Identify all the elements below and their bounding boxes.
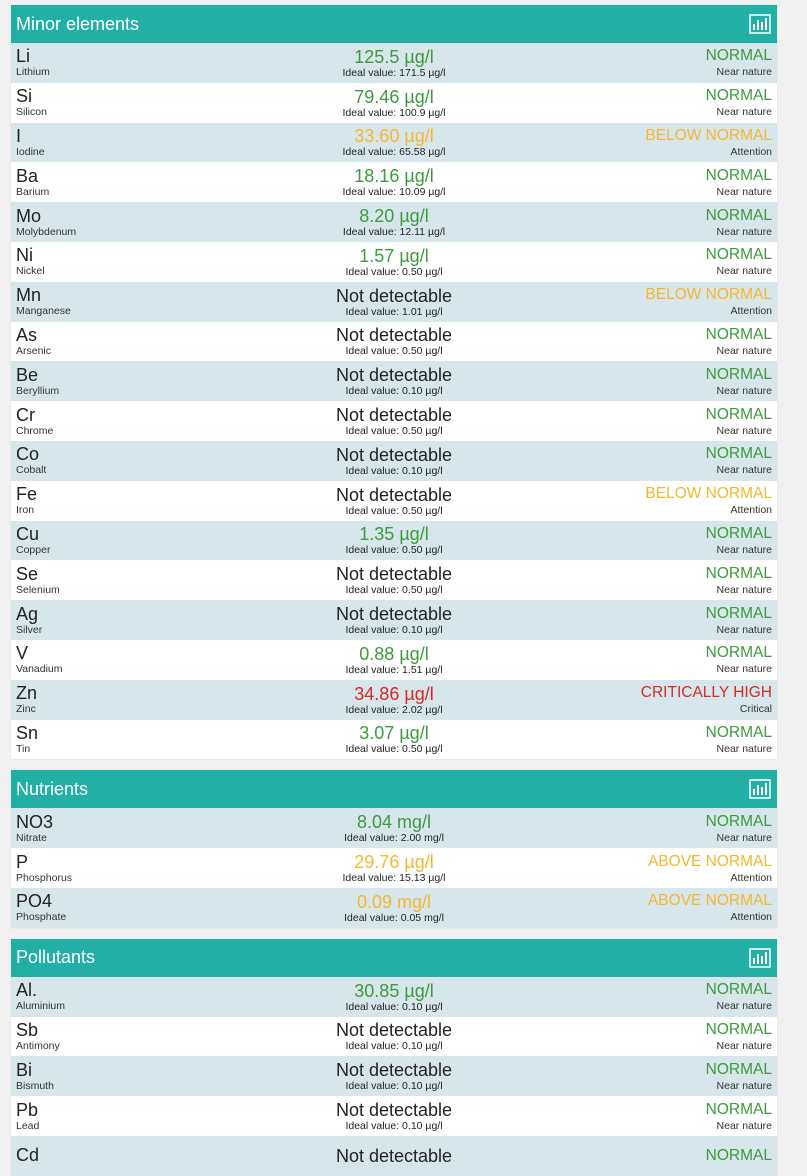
ideal-value: Ideal value: 0.10 µg/l [345, 1040, 443, 1053]
status-note: Attention [730, 145, 772, 158]
measured-value: Not detectable [335, 444, 453, 465]
table-row [11, 600, 777, 640]
element-name: Copper [16, 543, 51, 556]
status-label: NORMAL [705, 47, 772, 65]
element-name: Silicon [16, 106, 47, 119]
status-label: NORMAL [705, 564, 772, 582]
status-note: Near nature [716, 1039, 772, 1052]
element-symbol: V [16, 643, 29, 664]
ideal-value: Ideal value: 0.10 µg/l [345, 385, 443, 398]
status-label: ABOVE NORMAL [647, 892, 772, 910]
ideal-value: Ideal value: 2.00 mg/l [344, 832, 444, 845]
status-note: Near nature [716, 583, 772, 596]
table-row [11, 1056, 777, 1096]
element-name: Silver [16, 623, 43, 636]
table-row [11, 441, 777, 481]
status-note: Near nature [716, 66, 772, 79]
measured-value: 1.35 µg/l [359, 524, 429, 545]
table-row [11, 202, 777, 242]
element-name: Iodine [16, 145, 45, 158]
table-row [11, 808, 777, 848]
status-label: NORMAL [705, 405, 772, 423]
element-symbol: Cr [16, 404, 35, 425]
status-note: Attention [730, 305, 772, 318]
element-symbol: Zn [16, 683, 38, 704]
element-name: Zinc [16, 703, 36, 716]
measured-value: Not detectable [335, 484, 453, 505]
section-title: Nutrients [16, 778, 89, 799]
section-minor-elements [11, 5, 777, 759]
status-note: Near nature [716, 543, 772, 556]
element-symbol: Si [16, 86, 33, 107]
measured-value: 0.09 mg/l [356, 891, 432, 912]
ideal-value: Ideal value: 0.50 µg/l [345, 584, 443, 597]
element-symbol: Pb [16, 1099, 39, 1120]
element-name: Beryllium [16, 384, 60, 397]
table-row [11, 848, 777, 888]
bar-chart-icon[interactable] [749, 948, 771, 968]
ideal-value: Ideal value: 0.50 µg/l [345, 743, 443, 756]
status-label: NORMAL [705, 1147, 772, 1165]
element-symbol: Mn [16, 285, 42, 306]
section-header [11, 939, 777, 977]
measured-value: Not detectable [335, 1060, 453, 1081]
table-row [11, 322, 777, 362]
table-row [11, 83, 777, 123]
measured-value: Not detectable [335, 325, 453, 346]
status-note: Near nature [716, 831, 772, 844]
element-symbol: Sn [16, 722, 39, 743]
measured-value: 125.5 µg/l [354, 46, 434, 67]
element-symbol: PO4 [16, 891, 53, 912]
element-name: Phosphate [16, 911, 67, 924]
element-name: Molybdenum [16, 225, 77, 238]
measured-value: 33.60 µg/l [354, 126, 434, 147]
status-label: NORMAL [705, 723, 772, 741]
table-row [11, 481, 777, 521]
ideal-value: Ideal value: 100.9 µg/l [342, 106, 446, 119]
measured-value: 8.20 µg/l [359, 206, 429, 227]
element-symbol: NO3 [16, 811, 54, 832]
element-name: Nickel [16, 265, 45, 278]
measured-value: 79.46 µg/l [354, 86, 434, 107]
element-name: Cobalt [16, 464, 47, 477]
ideal-value: Ideal value: 10.09 µg/l [342, 186, 446, 199]
status-note: Attention [730, 871, 772, 884]
element-symbol: Ba [16, 165, 39, 186]
element-symbol: P [16, 851, 29, 872]
element-name: Antimony [16, 1039, 60, 1052]
measured-value: Not detectable [335, 405, 453, 426]
ideal-value: Ideal value: 1.51 µg/l [345, 663, 443, 676]
element-symbol: As [16, 324, 38, 345]
ideal-value: Ideal value: 0.05 mg/l [344, 911, 444, 924]
element-symbol: Li [16, 46, 31, 67]
element-name: Vanadium [16, 663, 63, 676]
element-name: Chrome [16, 424, 54, 437]
element-symbol: Co [16, 444, 40, 465]
status-label: BELOW NORMAL [645, 485, 772, 503]
status-label: NORMAL [705, 1100, 772, 1118]
status-label: NORMAL [705, 981, 772, 999]
status-note: Near nature [716, 623, 772, 636]
table-row [11, 361, 777, 401]
measured-value: 34.86 µg/l [354, 683, 434, 704]
measured-value: 1.57 µg/l [359, 245, 429, 266]
measured-value: Not detectable [335, 365, 453, 386]
table-row [11, 888, 777, 928]
ideal-value: Ideal value: 0.10 µg/l [345, 1120, 443, 1133]
ideal-value: Ideal value: 2.02 µg/l [345, 703, 443, 716]
element-symbol: Al. [16, 980, 38, 1001]
status-label: BELOW NORMAL [645, 286, 772, 304]
measured-value: 3.07 µg/l [359, 723, 429, 744]
table-row [11, 43, 777, 83]
status-label: NORMAL [705, 604, 772, 622]
table-row [11, 401, 777, 441]
measured-value: Not detectable [335, 1020, 453, 1041]
table-row [11, 521, 777, 561]
table-row [11, 1096, 777, 1136]
table-row [11, 640, 777, 680]
ideal-value: Ideal value: 0.50 µg/l [345, 504, 443, 517]
status-note: Near nature [716, 106, 772, 119]
element-symbol: Cd [16, 1145, 40, 1166]
ideal-value: Ideal value: 0.50 µg/l [345, 544, 443, 557]
measured-value: 0.88 µg/l [359, 643, 429, 664]
status-note: Critical [739, 703, 772, 716]
status-note: Near nature [716, 742, 772, 755]
status-note: Near nature [716, 1079, 772, 1092]
status-label: NORMAL [705, 365, 772, 383]
element-symbol: Fe [16, 484, 38, 505]
section-title: Minor elements [16, 13, 140, 34]
ideal-value: Ideal value: 65.58 µg/l [342, 146, 446, 159]
table-row [11, 720, 777, 760]
ideal-value: Ideal value: 0.10 µg/l [345, 1080, 443, 1093]
table-row [11, 162, 777, 202]
status-note: Near nature [716, 344, 772, 357]
status-label: NORMAL [705, 812, 772, 830]
bar-chart-icon[interactable] [749, 14, 771, 34]
element-symbol: Be [16, 364, 39, 385]
status-label: ABOVE NORMAL [647, 852, 772, 870]
element-name: Nitrate [16, 831, 47, 844]
status-label: NORMAL [705, 87, 772, 105]
ideal-value: Ideal value: 12.11 µg/l [342, 226, 446, 239]
bar-chart-icon[interactable] [749, 779, 771, 799]
status-note: Near nature [716, 225, 772, 238]
element-name: Barium [16, 185, 50, 198]
ideal-value: Ideal value: 0.50 µg/l [345, 265, 443, 278]
element-symbol: I [16, 125, 22, 146]
status-note: Attention [730, 911, 772, 924]
status-label: NORMAL [705, 644, 772, 662]
element-symbol: Bi [16, 1059, 33, 1080]
measured-value: 18.16 µg/l [354, 166, 434, 187]
status-note: Near nature [716, 384, 772, 397]
status-label: NORMAL [705, 1060, 772, 1078]
status-label: NORMAL [705, 1020, 772, 1038]
table-row [11, 977, 777, 1017]
section-pollutants [11, 939, 777, 1176]
section-title: Pollutants [16, 947, 96, 968]
measured-value: 29.76 µg/l [354, 852, 434, 873]
element-symbol: Cu [16, 523, 40, 544]
measured-value: 8.04 mg/l [356, 812, 432, 833]
table-row [11, 282, 777, 322]
element-name: Lead [16, 1119, 40, 1132]
status-label: NORMAL [705, 206, 772, 224]
element-name: Lithium [16, 66, 50, 79]
table-row [11, 1017, 777, 1057]
element-name: Tin [16, 742, 31, 755]
table-row [11, 242, 777, 282]
status-label: NORMAL [705, 246, 772, 264]
element-name: Bismuth [16, 1079, 54, 1092]
status-note: Near nature [716, 1119, 772, 1132]
table-row [11, 1136, 777, 1176]
status-note: Near nature [716, 663, 772, 676]
table-row [11, 680, 777, 720]
element-name: Phosphorus [16, 871, 73, 884]
element-symbol: Ni [16, 245, 33, 266]
element-symbol: Se [16, 563, 39, 584]
ideal-value: Ideal value: 15.13 µg/l [342, 872, 446, 885]
measured-value: Not detectable [335, 285, 453, 306]
table-row [11, 123, 777, 163]
element-symbol: Ag [16, 603, 39, 624]
status-label: NORMAL [705, 325, 772, 343]
element-name: Arsenic [16, 344, 52, 357]
element-name: Manganese [16, 305, 71, 318]
status-label: NORMAL [705, 445, 772, 463]
ideal-value: Ideal value: 171.5 µg/l [342, 66, 446, 79]
status-note: Near nature [716, 1000, 772, 1013]
section-header [11, 770, 777, 808]
element-name: Iron [16, 504, 35, 517]
ideal-value: Ideal value: 0.50 µg/l [345, 425, 443, 438]
status-label: CRITICALLY HIGH [640, 684, 772, 702]
status-label: BELOW NORMAL [645, 126, 772, 144]
ideal-value: Ideal value: 0.10 µg/l [345, 1000, 443, 1013]
element-symbol: Sb [16, 1019, 39, 1040]
ideal-value: Ideal value: 0.10 µg/l [345, 464, 443, 477]
section-header [11, 5, 777, 43]
measured-value: Not detectable [335, 564, 453, 585]
measured-value: Not detectable [335, 1145, 453, 1166]
ideal-value: Ideal value: 1.01 µg/l [345, 305, 443, 318]
ideal-value: Ideal value: 0.10 µg/l [345, 624, 443, 637]
measured-value: Not detectable [335, 1100, 453, 1121]
status-note: Attention [730, 504, 772, 517]
ideal-value: Ideal value: 0.50 µg/l [345, 345, 443, 358]
status-note: Near nature [716, 265, 772, 278]
table-row [11, 560, 777, 600]
status-note: Near nature [716, 464, 772, 477]
element-name: Selenium [16, 583, 60, 596]
measured-value: 30.85 µg/l [354, 980, 434, 1001]
status-note: Near nature [716, 185, 772, 198]
status-label: NORMAL [705, 524, 772, 542]
status-label: NORMAL [705, 166, 772, 184]
element-name: Aluminium [16, 1000, 66, 1013]
measured-value: Not detectable [335, 604, 453, 625]
status-note: Near nature [716, 424, 772, 437]
section-nutrients [11, 770, 777, 927]
element-symbol: Mo [16, 205, 42, 226]
